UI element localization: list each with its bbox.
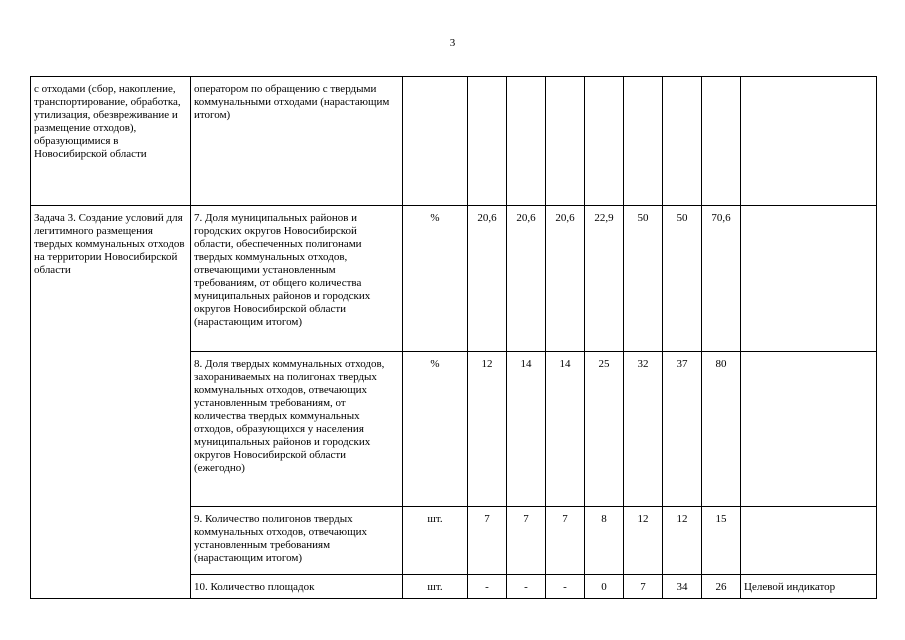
value-cell: -	[468, 575, 507, 599]
value-cell	[624, 77, 663, 206]
value-cell: 80	[702, 352, 741, 507]
value-cell: 7	[468, 507, 507, 575]
note-cell	[741, 507, 877, 575]
value-cell	[546, 77, 585, 206]
value-cell	[585, 77, 624, 206]
indicator-cell: 8. Доля твердых коммунальных отходов, захораниваемых на полигонах твердых коммунальных отходов, отвечающих установленным требованиям, от количества твердых коммунальных отходов, образующихся у населения муниципальных районов и городских округов Новосибирской области (ежегодно)	[191, 352, 403, 507]
task-cell: Задача 3. Создание условий для легитимного размещения твердых коммунальных отходов на территории Новосибирской области	[31, 206, 191, 599]
value-cell: 14	[507, 352, 546, 507]
value-cell: 50	[663, 206, 702, 352]
table-row	[31, 206, 877, 352]
value-cell: 26	[702, 575, 741, 599]
value-cell: -	[546, 575, 585, 599]
note-cell	[741, 352, 877, 507]
table-row	[31, 77, 877, 206]
task-cell: с отходами (сбор, накопление, транспортирование, обработка, утилизация, обезвреживание и размещение отходов), образующимися в Новосибирской области	[31, 77, 191, 206]
value-cell: 12	[468, 352, 507, 507]
value-cell: 7	[507, 507, 546, 575]
indicators-table	[30, 76, 877, 599]
note-cell	[741, 77, 877, 206]
unit-cell: шт.	[403, 575, 468, 599]
value-cell	[663, 77, 702, 206]
indicator-cell: оператором по обращению с твердыми коммунальными отходами (нарастающим итогом)	[191, 77, 403, 206]
value-cell: 14	[546, 352, 585, 507]
value-cell: 0	[585, 575, 624, 599]
page-number: 3	[449, 37, 456, 49]
value-cell: 20,6	[468, 206, 507, 352]
unit-cell: %	[403, 206, 468, 352]
value-cell: 32	[624, 352, 663, 507]
value-cell: 12	[663, 507, 702, 575]
value-cell: 37	[663, 352, 702, 507]
value-cell: 12	[624, 507, 663, 575]
indicator-cell: 7. Доля муниципальных районов и городских округов Новосибирской области, обеспеченных полигонами твердых коммунальных отходов, отвечающими установленным требованиям, от общего количества муниципальных районов и городских округов Новосибирской области (нарастающим итогом)	[191, 206, 403, 352]
value-cell: 34	[663, 575, 702, 599]
note-cell: Целевой индикатор	[741, 575, 877, 599]
value-cell: 7	[624, 575, 663, 599]
value-cell	[468, 77, 507, 206]
unit-cell	[403, 77, 468, 206]
value-cell: -	[507, 575, 546, 599]
value-cell: 70,6	[702, 206, 741, 352]
value-cell: 25	[585, 352, 624, 507]
value-cell: 7	[546, 507, 585, 575]
value-cell: 50	[624, 206, 663, 352]
unit-cell: %	[403, 352, 468, 507]
indicator-cell: 10. Количество площадок	[191, 575, 403, 599]
value-cell	[507, 77, 546, 206]
note-cell	[741, 206, 877, 352]
value-cell	[702, 77, 741, 206]
value-cell: 8	[585, 507, 624, 575]
unit-cell: шт.	[403, 507, 468, 575]
value-cell: 15	[702, 507, 741, 575]
value-cell: 20,6	[546, 206, 585, 352]
indicator-cell: 9. Количество полигонов твердых коммунальных отходов, отвечающих установленным требованиям (нарастающим итогом)	[191, 507, 403, 575]
value-cell: 20,6	[507, 206, 546, 352]
value-cell: 22,9	[585, 206, 624, 352]
